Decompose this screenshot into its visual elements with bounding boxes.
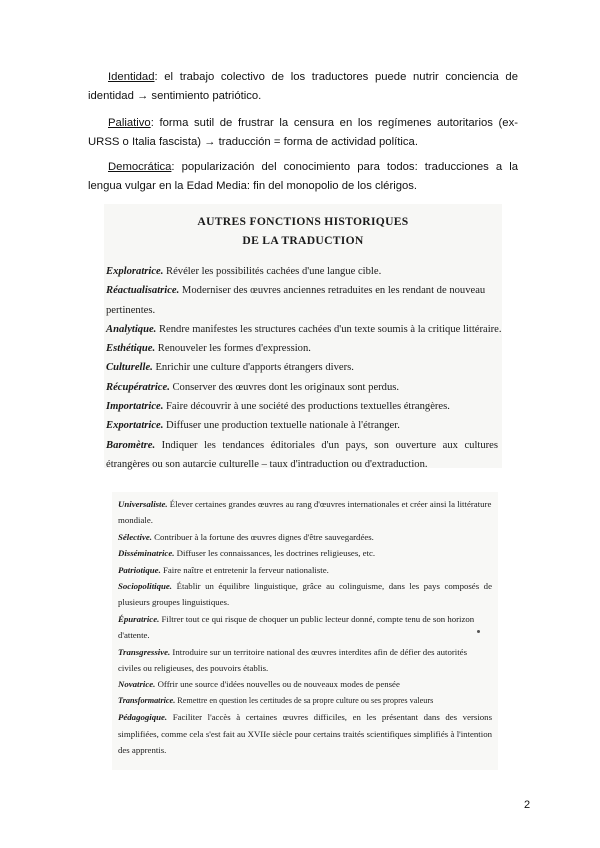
paragraph-identidad [88, 68, 518, 106]
function-item: Disséminatrice. Diffuser les connaissances, les doctrines religieuses, etc. [118, 548, 376, 559]
figure-title-line-1: AUTRES FONCTIONS HISTORIQUES [197, 215, 409, 228]
function-item: Récupératrice. Conserver des œuvres dont les originaux sont perdus. [106, 381, 400, 393]
function-item: Transformatrice. Remettre en question les certitudes de sa propre culture ou ses propres valeurs [118, 695, 434, 705]
function-item: Exploratrice. Révéler les possibilités cachées d'une langue cible. [106, 266, 382, 277]
function-item: Analytique. Rendre manifestes les structures cachées d'un texte soumis à la critique littéraire. [106, 323, 502, 335]
scan-speck [477, 630, 480, 633]
function-item: Patriotique. Faire naître et entretenir la ferveur nationaliste. [118, 564, 329, 575]
function-item: Sociopolitique. Établir un équilibre linguistique, grâce au colinguisme, dans les pays composés de plusieurs groupes linguistiques. [118, 581, 492, 608]
function-item: Culturelle. Enrichir une culture d'apports étrangers divers. [106, 362, 354, 374]
term-paliativo: Paliativo [108, 117, 151, 129]
function-item: Baromètre. Indiquer les tendances éditoriales d'un pays, son ouverture aux cultures étrangères ou son autarcie culturelle – taux d'intraduction ou d'extraduction. [106, 439, 498, 470]
term-identidad: Identidad [108, 71, 155, 83]
figure-title-line-2: DE LA TRADUCTION [242, 234, 364, 247]
function-item: Pédagogique. Faciliter l'accès à certaines œuvres difficiles, en les présentant dans des versions simplifiées, comme cela s'est fait au XVIIe siècle pour certains traités scientifiques simplifiés à l'intention des apprentis. [118, 712, 492, 756]
paragraph-text: : el trabajo colectivo de los traductores puede nutrir conciencia de identidad → sentimiento patriótico. [88, 71, 518, 102]
paragraph-text: : forma sutil de frustrar la censura en los regímenes autoritarios (ex-URSS o Italia fascista) → traducción = forma de actividad política. [88, 117, 518, 148]
function-item: Exportatrice. Diffuser une production textuelle nationale à l'étranger. [106, 420, 400, 432]
term-democratica: Democrática [108, 161, 172, 173]
function-item: Transgressive. Introduire sur un territoire national des œuvres interdites afin de défier des autorités civiles ou religieuses, des pouvoirs établis. [118, 646, 468, 674]
function-item: Universaliste. Élever certaines grandes œuvres au rang d'œuvres internationales et créer ainsi la littérature mondiale. [118, 499, 492, 526]
function-item: Sélective. Contribuer à la fortune des œuvres dignes d'être sauvegardées. [118, 531, 374, 542]
paragraph-democratica [88, 158, 518, 196]
function-item: Réactualisatrice. Moderniser des œuvres anciennes retraduites en les rendant de nouveau pertinentes. [106, 285, 486, 316]
paragraph-text: : popularización del conocimiento para todos: traducciones a la lengua vulgar en la Edad Media: fin del monopolio de los clérigos. [88, 161, 518, 192]
function-item: Importatrice. Faire découvrir à une société des productions textuelles étrangères. [106, 401, 450, 413]
function-item: Novatrice. Offrir une source d'idées nouvelles ou de nouveaux modes de pensée [118, 679, 400, 690]
function-item: Esthétique. Renouveler les formes d'expression. [106, 343, 311, 355]
function-item: Épuratrice. Filtrer tout ce qui risque de choquer un public lecteur donné, compte tenu de son horizon d'attente. [118, 613, 475, 641]
scanned-figure-more-functions [112, 492, 498, 770]
scanned-figure-historical-functions [104, 204, 502, 468]
page-number: 2 [524, 799, 531, 811]
paragraph-paliativo [88, 114, 518, 152]
